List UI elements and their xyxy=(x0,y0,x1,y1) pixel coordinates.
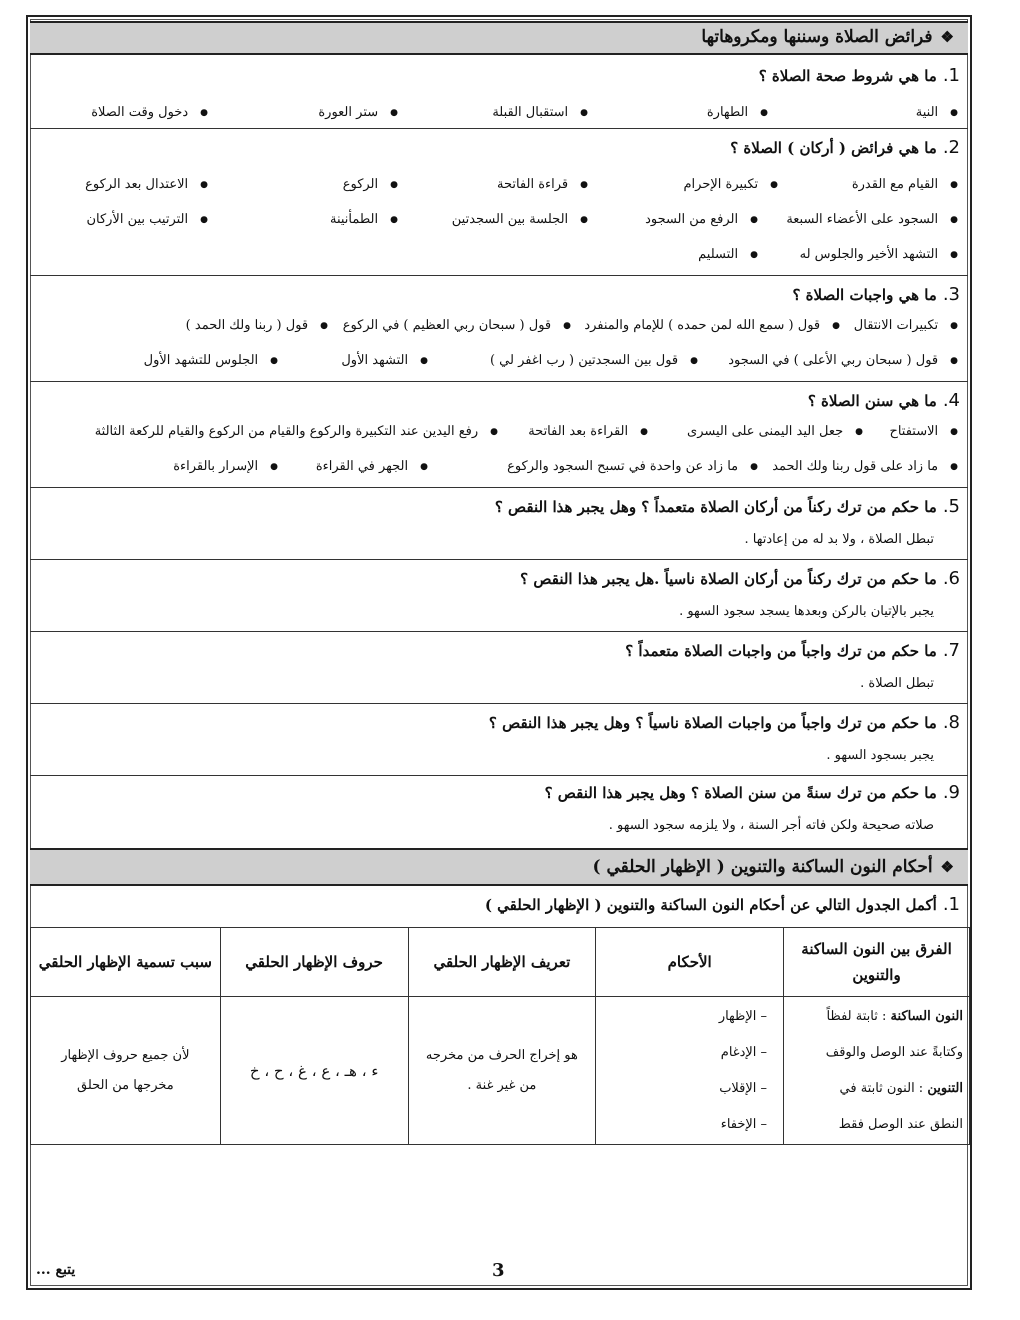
header-ahkam: الأحكام xyxy=(596,928,784,997)
list-item: ● قول ( سبحان ربي الأعلى ) في السجود xyxy=(728,353,958,368)
question-block-9 xyxy=(30,776,968,848)
list-item: ● القراءة بعد الفاتحة xyxy=(528,424,648,439)
question-2: 2.ما هي فرائض ( أركان ) الصلاة ؟ xyxy=(730,137,960,158)
question-9: 9.ما حكم من ترك سنةً من سنن الصلاة ؟ وهل يجبر هذا النقص ؟ xyxy=(544,782,960,803)
section-header-prayer xyxy=(30,21,968,55)
list-item: ● ما زاد عن واحدة في تسبح السجود والركوع xyxy=(507,459,758,474)
answer-9: صلاته صحيحة ولكن فاته أجر السنة ، ولا يلزمه سجود السهو . xyxy=(608,818,934,833)
question-tajweed-1: 1.أكمل الجدول التالي عن أحكام النون الساكنة والتنوين ( الإظهار الحلقي ) xyxy=(484,894,960,915)
list-item: ● القيام مع القدرة xyxy=(852,177,958,192)
list-item: ● الجلوس للتشهد الأول xyxy=(144,353,278,368)
list-item: ● الاستفتاح xyxy=(889,424,958,439)
answer-7: تبطل الصلاة . xyxy=(860,676,934,691)
question-7: 7.ما حكم من ترك واجباً من واجبات الصلاة متعمداً ؟ xyxy=(625,640,960,661)
list-item: ● قول بين السجدتين ( رب اغفر لي ) xyxy=(490,353,698,368)
section-title: فرائض الصلاة وسننها ومكروهاتها xyxy=(701,27,933,47)
answer-8: يجبر بسجود السهو . xyxy=(826,748,934,763)
list-item: ● الرفع من السجود xyxy=(645,212,758,227)
header-reason: سبب تسمية الإظهار الحلقي xyxy=(31,928,221,997)
diamond-star-icon: ❖ xyxy=(940,858,954,876)
cell-reason: لأن جميع حروف الإظهار مخرجها من الحلق xyxy=(31,997,221,1145)
section-title: أحكام النون الساكنة والتنوين ( الإظهار الحلقي ) xyxy=(592,857,933,877)
list-item: ● التشهد الأخير والجلوس له xyxy=(800,247,958,262)
question-block-8 xyxy=(30,704,968,776)
question-block-5 xyxy=(30,488,968,560)
cell-diff: النون الساكنة : ثابتة لفظاً وكتابةً عند الوصل والوقف التنوين : النون ثابتة في النطق عند الوصل فقط xyxy=(784,997,970,1145)
list-item: ● الطمأنينة xyxy=(330,212,398,227)
list-item: ● رفع اليدين عند التكبيرة والركوع والقيام من الركوع والقيام للركعة الثالثة xyxy=(95,424,498,439)
question-block-7 xyxy=(30,632,968,704)
cell-letters: ء ، هـ ، ع ، غ ، ح ، خ xyxy=(220,997,408,1145)
answer-5: تبطل الصلاة ، ولا بد له من إعادتها . xyxy=(744,532,934,547)
list-item: ● جعل اليد اليمنى على اليسرى xyxy=(687,424,863,439)
cell-def: هو إخراج الحرف من مخرجه من غير غنة . xyxy=(408,997,596,1145)
list-item: ● تكبيرة الإحرام xyxy=(683,177,778,192)
list-item: ● قول ( سبحان ربي العظيم ) في الركوع xyxy=(343,318,571,333)
cell-ahkam: – الإظهار – الإدغام – الإقلاب – الإخفاء xyxy=(596,997,784,1145)
question-block-3 xyxy=(30,276,968,382)
list-item: ● قول ( ربنا ولك الحمد ) xyxy=(186,318,328,333)
list-item: ● ما زاد على قول ربنا ولك الحمد xyxy=(772,459,958,474)
list-item: ● السجود على الأعضاء السبعة xyxy=(786,212,958,227)
list-item: ● النية xyxy=(916,105,958,120)
list-item: ● التشهد الأول xyxy=(341,353,428,368)
question-block-6 xyxy=(30,560,968,632)
list-item: ● الجهر في القراءة xyxy=(316,459,428,474)
list-item: ● الطهارة xyxy=(707,105,768,120)
question-1: 1.ما هي شروط صحة الصلاة ؟ xyxy=(758,65,960,86)
table-header-row xyxy=(31,928,970,997)
list-item: ● الاعتدال بعد الركوع xyxy=(85,177,208,192)
question-6: 6.ما حكم من ترك ركناً من أركان الصلاة ناسياً .هل يجبر هذا النقص ؟ xyxy=(520,568,960,589)
answer-6: يجبر بالإتيان بالركن وبعدها يسجد سجود السهو . xyxy=(679,604,934,619)
question-block-2 xyxy=(30,129,968,276)
list-item: ● التسليم xyxy=(698,247,758,262)
question-block-4 xyxy=(30,382,968,488)
page-number: 3 xyxy=(492,1260,505,1281)
question-5: 5.ما حكم من ترك ركناً من أركان الصلاة متعمداً ؟ وهل يجبر هذا النقص ؟ xyxy=(494,496,960,517)
list-item: ● تكبيرات الانتقال xyxy=(854,318,958,333)
question-4: 4.ما هي سنن الصلاة ؟ xyxy=(807,390,960,411)
header-diff: الفرق بين النون الساكنة والتنوين xyxy=(784,928,970,997)
list-item: ● الإسرار بالقراءة xyxy=(173,459,278,474)
question-block-1 xyxy=(30,57,968,129)
question-3: 3.ما هي واجبات الصلاة ؟ xyxy=(792,284,960,305)
tajweed-table xyxy=(30,927,970,1145)
list-item: ● الجلسة بين السجدتين xyxy=(452,212,588,227)
header-def: تعريف الإظهار الحلقي xyxy=(408,928,596,997)
list-item: ● الركوع xyxy=(343,177,398,192)
section-header-tajweed xyxy=(30,848,968,886)
header-letters: حروف الإظهار الحلقي xyxy=(220,928,408,997)
question-block-tajweed-1 xyxy=(30,886,968,927)
continue-note: يتبع ... xyxy=(36,1262,76,1278)
diamond-star-icon: ❖ xyxy=(940,28,954,46)
question-8: 8.ما حكم من ترك واجباً من واجبات الصلاة ناسياً ؟ وهل يجبر هذا النقص ؟ xyxy=(488,712,960,733)
table-row xyxy=(31,997,970,1145)
list-item: ● دخول وقت الصلاة xyxy=(91,105,208,120)
list-item: ● قول ( سمع الله لمن حمده ) للإمام والمنفرد xyxy=(584,318,840,333)
list-item: ● استقبال القبلة xyxy=(492,105,588,120)
list-item: ● ستر العورة xyxy=(318,105,398,120)
list-item: ● الترتيب بين الأركان xyxy=(86,212,208,227)
list-item: ● قراءة الفاتحة xyxy=(497,177,588,192)
